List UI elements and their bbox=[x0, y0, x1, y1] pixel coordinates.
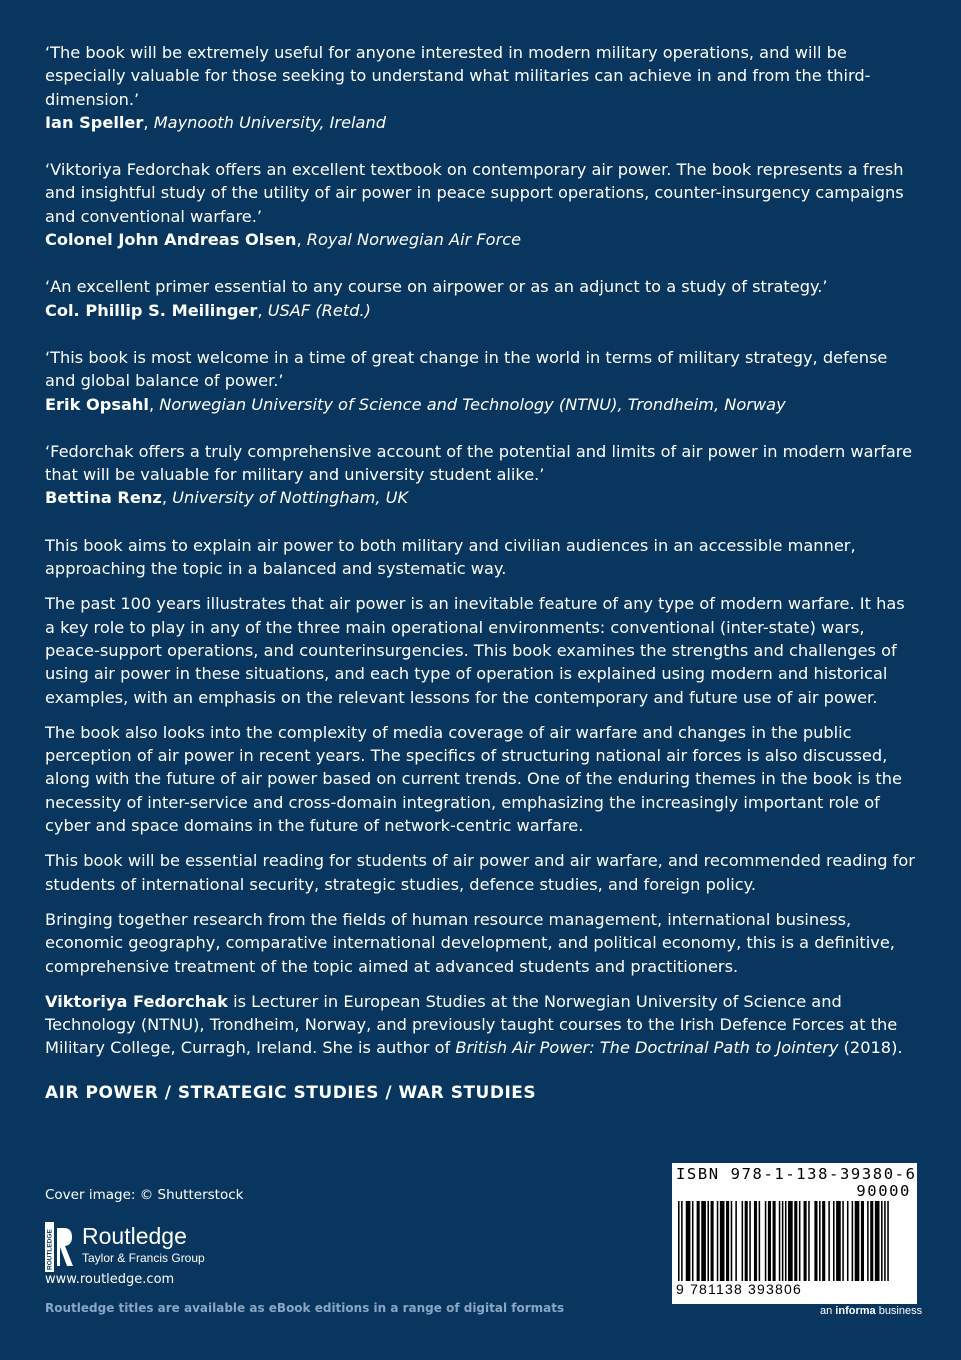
isbn-barcode bbox=[672, 1163, 917, 1304]
barcode-bar bbox=[754, 1201, 757, 1281]
barcode-bar bbox=[836, 1201, 841, 1281]
endorsement-attribution: Erik Opsahl, Norwegian University of Science and Technology (NTNU), Trondheim, Norway bbox=[45, 394, 786, 414]
endorsement bbox=[45, 41, 917, 134]
endorser-name: Ian Speller bbox=[45, 112, 144, 132]
barcode-bar bbox=[749, 1201, 751, 1281]
barcode-bar bbox=[875, 1201, 880, 1281]
description-paragraph: Bringing together research from the fields of human resource management, international business, economic geography, comparative international development, and political economy, this is a definitive, comprehensive treatment of the topic aimed at advanced students and practitioners. bbox=[45, 909, 895, 976]
barcode-bar bbox=[726, 1201, 729, 1281]
barcode-bar bbox=[717, 1201, 719, 1281]
endorsement bbox=[45, 275, 917, 322]
endorser-name: Col. Phillip S. Meilinger bbox=[45, 300, 258, 320]
description-paragraph: The book also looks into the complexity of media coverage of air warfare and changes in the public perception of air power in recent years. The specifics of structuring national air forces is also discussed, along with the future of air power based on current trends. One of the enduring themes in the book is the necessity of inter-service and cross-domain integration, emphasizing the increasingly important role of cyber and space domains in the future of network-centric warfare. bbox=[45, 722, 902, 836]
endorsement-text: ‘Viktoriya Fedorchak offers an excellent textbook on contemporary air power. The book represents a fresh and insightful study of the utility of air power in peace support operations, counter-insurgency campaigns and conventional warfare.’ bbox=[45, 160, 904, 226]
endorser-name: Erik Opsahl bbox=[45, 394, 149, 414]
barcode-bar bbox=[681, 1201, 683, 1281]
book-description bbox=[45, 534, 917, 978]
barcode-bar bbox=[847, 1201, 849, 1281]
barcode-bar bbox=[884, 1201, 886, 1281]
author-book-year: (2018). bbox=[838, 1038, 903, 1058]
barcode-bar bbox=[799, 1201, 801, 1281]
informa-prefix: an bbox=[820, 1305, 836, 1317]
barcode-bar bbox=[707, 1201, 709, 1281]
barcode-bar bbox=[782, 1201, 784, 1281]
barcode-bar bbox=[794, 1201, 797, 1281]
publisher-name: Routledge bbox=[82, 1223, 187, 1249]
endorsement-attribution: Bettina Renz, University of Nottingham, UK bbox=[45, 488, 409, 508]
barcode-bar bbox=[852, 1201, 854, 1281]
endorser-affiliation: USAF (Retd.) bbox=[267, 300, 371, 320]
barcode-bar bbox=[819, 1201, 821, 1281]
endorsement bbox=[45, 158, 917, 251]
endorsement-attribution: Colonel John Andreas Olsen, Royal Norwegian Air Force bbox=[45, 230, 522, 250]
barcode-bar bbox=[828, 1201, 830, 1281]
barcode-bar bbox=[745, 1201, 748, 1281]
barcode-bar bbox=[867, 1201, 869, 1281]
isbn-label: ISBN 978-1-138-39380-6 bbox=[676, 1165, 917, 1183]
endorsement-text: ‘An excellent primer essential to any course on airpower or as an adjunct to a study of strategy.’ bbox=[45, 277, 828, 297]
barcode-bar bbox=[822, 1201, 825, 1281]
barcode-bar bbox=[870, 1201, 873, 1281]
barcode-bar bbox=[887, 1201, 889, 1281]
endorsement-text: ‘Fedorchak offers a truly comprehensive account of the potential and limits of air power in modern warfare that will be valuable for military and university student alike.’ bbox=[45, 441, 913, 485]
publisher-group: Taylor & Francis Group bbox=[82, 1251, 205, 1265]
price-code: 90000 bbox=[856, 1182, 911, 1200]
barcode-bar bbox=[735, 1201, 737, 1281]
description-paragraph: This book will be essential reading for students of air power and air warfare, and recommended reading for students of international security, strategic studies, defence studies, and foreign policy. bbox=[45, 851, 915, 894]
endorsement-text: ‘This book is most welcome in a time of great change in the world in terms of military strategy, defense and global balance of power.’ bbox=[45, 347, 888, 391]
logo-vertical-text: ROUTLEDGE bbox=[46, 1229, 54, 1270]
informa-brand: informa bbox=[835, 1305, 876, 1317]
barcode-bar bbox=[861, 1201, 864, 1281]
barcode-digits: 9 781138 393806 bbox=[676, 1281, 802, 1297]
routledge-logo-icon bbox=[45, 1222, 75, 1272]
barcode-bar bbox=[686, 1201, 691, 1281]
barcode-bar bbox=[788, 1201, 793, 1281]
barcode-bar bbox=[678, 1201, 680, 1281]
description-paragraph: The past 100 years illustrates that air power is an inevitable feature of any type of modern warfare. It has a key role to play in any of the three main operational environments: conventional (inter-state) wars, peace-support operations, and counterinsurgencies. This book examines the strengths and challenges of using air power in these situations, and each type of operation is explained using modern and historical examples, with an emphasis on the relevant lessons for the contemporary and future use of air power. bbox=[45, 594, 905, 707]
barcode-bar bbox=[701, 1201, 706, 1281]
back-cover-text bbox=[45, 41, 917, 1105]
barcode-bar bbox=[785, 1201, 787, 1281]
endorser-affiliation: Norwegian University of Science and Technology (NTNU), Trondheim, Norway bbox=[159, 394, 786, 414]
barcode-bar bbox=[833, 1201, 835, 1281]
endorser-affiliation: University of Nottingham, UK bbox=[172, 488, 409, 508]
barcode-bar bbox=[765, 1201, 767, 1281]
endorser-affiliation: Maynooth University, Ireland bbox=[153, 112, 387, 132]
barcode-bar bbox=[808, 1201, 810, 1281]
barcode-bar bbox=[742, 1201, 744, 1281]
endorser-name: Colonel John Andreas Olsen bbox=[45, 230, 297, 250]
barcode-bar bbox=[711, 1201, 714, 1281]
barcode-bar bbox=[804, 1201, 807, 1281]
endorser-name: Bettina Renz bbox=[45, 488, 162, 508]
barcode-bar bbox=[814, 1201, 817, 1281]
barcode-bar bbox=[731, 1201, 733, 1281]
barcode-bar bbox=[720, 1201, 725, 1281]
barcode-bar bbox=[881, 1201, 883, 1281]
author-bio bbox=[45, 990, 917, 1060]
author-bio-text: is Lecturer in European Studies at the Norwegian University of Science and Technology (NTNU), Trondheim, Norway, and previously taught courses to the Irish Defence Forces at the Military College, Curragh, Ireland. She is author of bbox=[45, 991, 898, 1058]
barcode-bar bbox=[697, 1201, 700, 1281]
author-previous-book: British Air Power: The Doctrinal Path to Jointery bbox=[455, 1038, 839, 1058]
author-name: Viktoriya Fedorchak bbox=[45, 991, 228, 1011]
endorsement bbox=[45, 440, 917, 510]
endorsement-attribution: Ian Speller, Maynooth University, Ireland bbox=[45, 112, 387, 132]
endorser-affiliation: Royal Norwegian Air Force bbox=[306, 230, 522, 250]
barcode-bar bbox=[759, 1201, 761, 1281]
publisher-logo bbox=[45, 1220, 295, 1272]
barcode-bar bbox=[842, 1201, 844, 1281]
publisher-url[interactable]: www.routledge.com bbox=[45, 1272, 175, 1287]
barcode-bar bbox=[692, 1201, 694, 1281]
endorsement bbox=[45, 346, 917, 416]
ebook-availability-note: Routledge titles are available as eBook editions in a range of digital formats bbox=[45, 1301, 565, 1315]
barcode-bar bbox=[779, 1201, 781, 1281]
barcode-bar bbox=[768, 1201, 771, 1281]
informa-business-note bbox=[820, 1305, 922, 1317]
cover-image-credit: Cover image: © Shutterstock bbox=[45, 1187, 244, 1203]
description-paragraph: This book aims to explain air power to both military and civilian audiences in an accessible manner, approaching the topic in a balanced and systematic way. bbox=[45, 535, 856, 579]
informa-suffix: business bbox=[875, 1305, 923, 1317]
subject-categories: AIR POWER / STRATEGIC STUDIES / WAR STUDIES bbox=[45, 1082, 537, 1103]
barcode-bar bbox=[855, 1201, 860, 1281]
endorsement-text: ‘The book will be extremely useful for anyone interested in modern military operations, and will be especially valuable for those seeking to understand what militaries can achieve in and from the third-dimension.’ bbox=[45, 43, 871, 109]
endorsement-attribution: Col. Phillip S. Meilinger, USAF (Retd.) bbox=[45, 300, 371, 320]
barcode-bar bbox=[773, 1201, 776, 1281]
